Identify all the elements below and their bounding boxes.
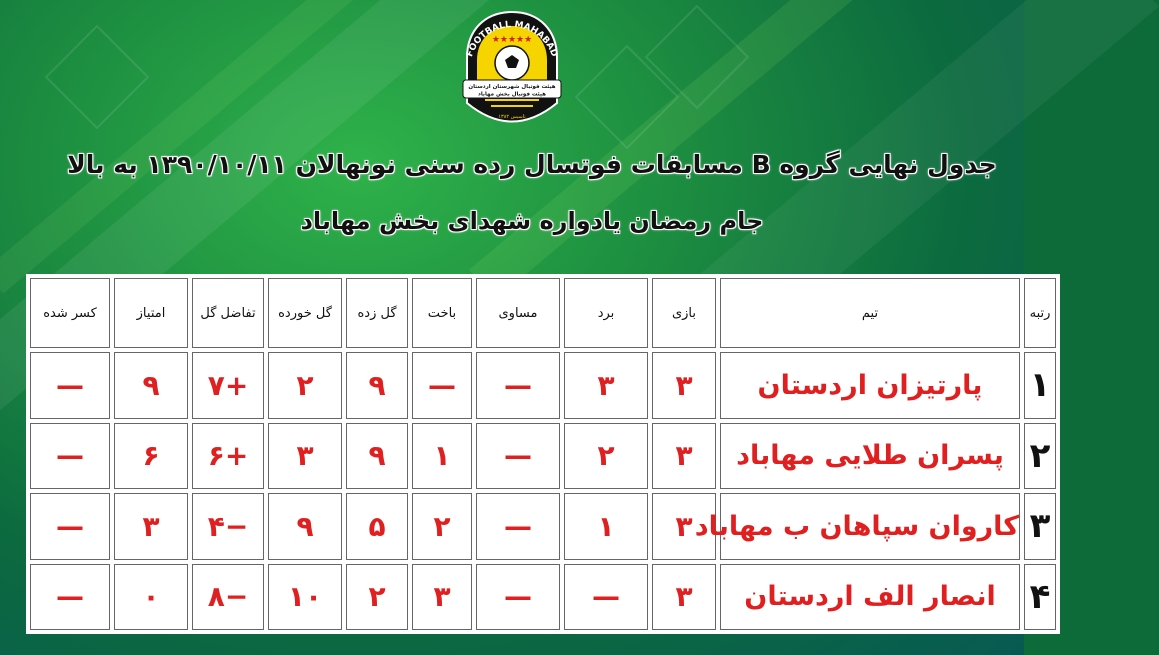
rank-cell: ٣ (1024, 493, 1056, 560)
goals-for-cell: ۹ (346, 352, 408, 419)
svg-text:هیئت فوتبال شهرستان اردستان: هیئت فوتبال شهرستان اردستان (468, 84, 556, 90)
goal-difference-cell: +۷ (192, 352, 264, 419)
drawn-cell: — (476, 564, 560, 631)
header-lost: باخت (412, 278, 472, 348)
played-cell: ۳ (652, 493, 716, 560)
won-cell: ۱ (564, 493, 648, 560)
played-cell: ۳ (652, 423, 716, 490)
won-cell: ۲ (564, 423, 648, 490)
goals-against-cell: ۲ (268, 352, 342, 419)
rank-cell: ١ (1024, 352, 1056, 419)
svg-text:★★★★★: ★★★★★ (491, 35, 533, 45)
header-rank: رتبه (1024, 278, 1056, 348)
standings-table (26, 274, 1060, 634)
page-subtitle: جام رمضان یادواره شهدای بخش مهاباد (300, 207, 764, 235)
rank-cell: ۴ (1024, 564, 1056, 631)
won-cell: ۳ (564, 352, 648, 419)
header-points: امتیاز (114, 278, 188, 348)
goals-for-cell: ۵ (346, 493, 408, 560)
lost-cell: ۳ (412, 564, 472, 631)
header-goal-difference: تفاضل گل (192, 278, 264, 348)
points-cell: ۶ (114, 423, 188, 490)
drawn-cell: — (476, 352, 560, 419)
lost-cell: ۱ (412, 423, 472, 490)
team-cell: پسران طلایی مهاباد (720, 423, 1020, 490)
page-title: جدول نهایی گروه B مسابقات فوتسال رده سنی نونهالان ۱۳۹۰/۱۰/۱۱ به بالا (67, 150, 997, 179)
svg-text:تاسیس ۱۳۸۲: تاسیس ۱۳۸۲ (498, 114, 526, 120)
header-drawn: مساوی (476, 278, 560, 348)
played-cell: ۳ (652, 564, 716, 631)
team-cell: پارتیزان اردستان (720, 352, 1020, 419)
header-goals-for: گل زده (346, 278, 408, 348)
points-cell: ۳ (114, 493, 188, 560)
table-row (30, 564, 1056, 631)
header-deducted: کسر شده (30, 278, 110, 348)
table-row (30, 423, 1056, 490)
deducted-cell: — (30, 564, 110, 631)
svg-text:FOOTBALL MAHABAD: FOOTBALL MAHABAD (465, 20, 559, 59)
goals-against-cell: ۳ (268, 423, 342, 490)
goals-for-cell: ۹ (346, 423, 408, 490)
header-team: تیم (720, 278, 1020, 348)
goals-against-cell: ۹ (268, 493, 342, 560)
team-cell: کاروان سپاهان ب مهاباد (720, 493, 1020, 560)
deducted-cell: — (30, 423, 110, 490)
points-cell: ۹ (114, 352, 188, 419)
deducted-cell: — (30, 352, 110, 419)
rank-cell: ٢ (1024, 423, 1056, 490)
team-cell: انصار الف اردستان (720, 564, 1020, 631)
goals-against-cell: ۱۰ (268, 564, 342, 631)
goal-difference-cell: −۸ (192, 564, 264, 631)
drawn-cell: — (476, 423, 560, 490)
deducted-cell: — (30, 493, 110, 560)
table-row (30, 493, 1056, 560)
goal-difference-cell: −۴ (192, 493, 264, 560)
football-mahabad-logo (457, 8, 567, 140)
lost-cell: ۲ (412, 493, 472, 560)
header-won: برد (564, 278, 648, 348)
goals-for-cell: ۲ (346, 564, 408, 631)
won-cell: — (564, 564, 648, 631)
drawn-cell: — (476, 493, 560, 560)
goal-difference-cell: +۶ (192, 423, 264, 490)
points-cell: ۰ (114, 564, 188, 631)
table-row (30, 352, 1056, 419)
played-cell: ۳ (652, 352, 716, 419)
header-row (30, 278, 1056, 348)
header-played: بازی (652, 278, 716, 348)
svg-text:هیئت فوتبال بخش مهاباد: هیئت فوتبال بخش مهاباد (478, 91, 546, 98)
lost-cell: — (412, 352, 472, 419)
header-goals-against: گل خورده (268, 278, 342, 348)
